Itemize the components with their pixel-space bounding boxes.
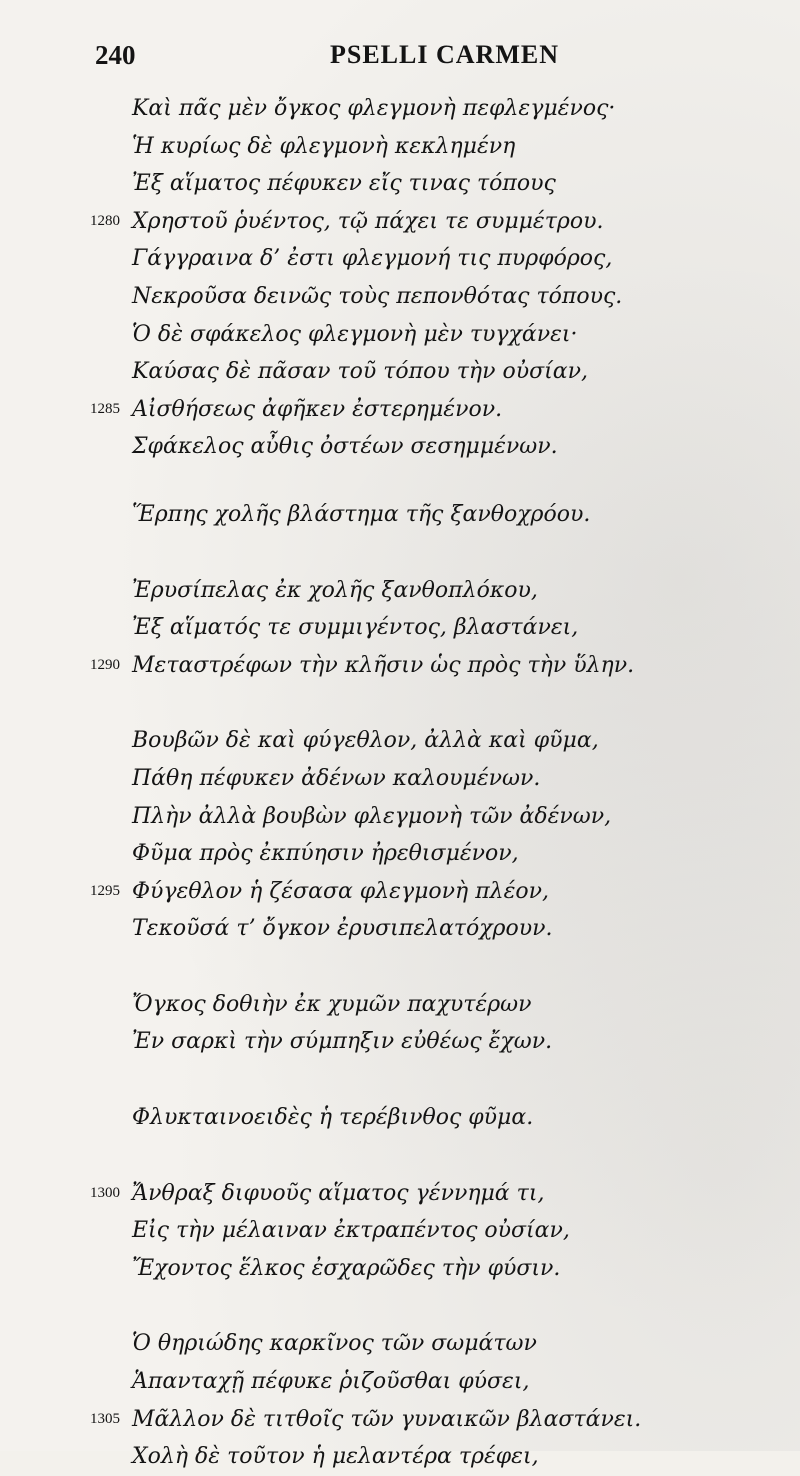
verse-text: Ἕρπης χολῆς βλάστημα τῆς ξανθοχρόου. [132, 501, 591, 527]
stanza [90, 722, 770, 948]
verse-text: Βουβῶν δὲ καὶ φύγεθλον, ἀλλὰ καὶ φῦμα, [132, 728, 599, 754]
verse-line [90, 572, 770, 610]
verse-line [90, 1250, 770, 1288]
verse-line [90, 798, 770, 836]
verse-line [90, 647, 770, 685]
stanza [90, 1325, 770, 1475]
verse-line [90, 203, 770, 241]
verse-text: Μεταστρέφων τὴν κλῆσιν ὡς πρὸς τὴν ὕλην. [132, 652, 635, 678]
verse-line [90, 316, 770, 354]
verse-line [90, 609, 770, 647]
stanza [90, 90, 770, 466]
verse-line [90, 722, 770, 760]
stanza [90, 986, 770, 1061]
verse-line [90, 910, 770, 948]
stanza [90, 572, 770, 685]
stanza-gap [90, 1137, 770, 1175]
page-header [95, 40, 735, 80]
verse-text: Πλὴν ἀλλὰ βουβὼν φλεγμονὴ τῶν ἀδένων, [132, 803, 612, 829]
verse-text: Ἐξ αἵματός τε συμμιγέντος, βλαστάνει, [132, 615, 579, 641]
verse-text: Χολὴ δὲ τοῦτον ἡ μελαντέρα τρέφει, [132, 1444, 539, 1470]
verse-text: Χρηστοῦ ῥυέντος, τῷ πάχει τε συμμέτρου. [132, 208, 604, 234]
verse-text: Ἡ κυρίως δὲ φλεγμονὴ κεκλημένη [132, 133, 516, 159]
line-number: 1300 [90, 1184, 120, 1201]
verse-line [90, 986, 770, 1024]
verse-text: Ἐξ αἵματος πέφυκεν εἴς τινας τόπους [132, 171, 556, 197]
stanza-gap [90, 534, 770, 572]
verse-text: Καύσας δὲ πᾶσαν τοῦ τόπου τὴν οὐσίαν, [132, 359, 588, 385]
verse-line [90, 1401, 770, 1439]
verse-text: Πάθη πέφυκεν ἀδένων καλουμένων. [132, 765, 541, 791]
verse-line [90, 496, 770, 534]
line-number: 1280 [90, 212, 120, 229]
stanza [90, 1099, 770, 1137]
stanza-gap [90, 684, 770, 722]
verse-line [90, 428, 770, 466]
verse-text: Καὶ πᾶς μὲν ὄγκος φλεγμονὴ πεφλεγμένος· [132, 96, 616, 121]
verse-text: Γάγγραινα δ’ ἐστι φλεγμονή τις πυρφόρος, [132, 246, 613, 272]
verse-text: Φλυκταινοειδὲς ἡ τερέβινθος φῦμα. [132, 1105, 534, 1131]
running-head: PSELLI CARMEN [330, 40, 559, 69]
stanza [90, 496, 770, 534]
verse-line [90, 1325, 770, 1363]
verse-text: Ὁ θηριώδης καρκῖνος τῶν σωμάτων [132, 1331, 537, 1357]
stanza-gap [90, 948, 770, 986]
verse-line [90, 278, 770, 316]
line-number: 1305 [90, 1410, 120, 1427]
stanza [90, 1175, 770, 1288]
stanza-gap [90, 1061, 770, 1099]
verse-text: Ἁπανταχῇ πέφυκε ῥιζοῦσθαι φύσει, [132, 1369, 530, 1395]
verse-line [90, 835, 770, 873]
verse-line [90, 1212, 770, 1250]
verse-text: Ἄνθραξ διφυοῦς αἵματος γέννημά τι, [132, 1180, 545, 1206]
verse-text: Τεκοῦσά τ’ ὄγκον ἐρυσιπελατόχρουν. [132, 916, 553, 942]
page-number: 240 [95, 40, 136, 70]
poem-text [90, 90, 770, 1476]
verse-text: Αἰσθήσεως ἀφῆκεν ἐστερημένον. [132, 396, 503, 422]
verse-line [90, 1175, 770, 1213]
verse-line [90, 90, 770, 128]
verse-text: Νεκροῦσα δεινῶς τοὺς πεπονθότας τόπους. [132, 283, 623, 309]
verse-text: Ὁ δὲ σφάκελος φλεγμονὴ μὲν τυγχάνει· [132, 321, 578, 347]
verse-line [90, 165, 770, 203]
verse-line [90, 353, 770, 391]
verse-text: Φῦμα πρὸς ἐκπύησιν ἠρεθισμένον, [132, 841, 519, 867]
line-number: 1290 [90, 656, 120, 673]
line-number: 1295 [90, 882, 120, 899]
stanza-gap [90, 466, 770, 496]
verse-line [90, 240, 770, 278]
verse-line [90, 391, 770, 429]
verse-text: Ὄγκος δοθιὴν ἐκ χυμῶν παχυτέρων [132, 991, 532, 1017]
verse-line [90, 760, 770, 798]
verse-text: Εἰς τὴν μέλαιναν ἐκτραπέντος οὐσίαν, [132, 1218, 570, 1244]
verse-line [90, 873, 770, 911]
verse-line [90, 1023, 770, 1061]
verse-line [90, 1099, 770, 1137]
verse-line [90, 128, 770, 166]
stanza-gap [90, 1287, 770, 1325]
verse-text: Σφάκελος αὖθις ὀστέων σεσημμένων. [132, 434, 558, 460]
verse-text: Ἔχοντος ἕλκος ἐσχαρῶδες τὴν φύσιν. [132, 1255, 561, 1281]
verse-text: Φύγεθλον ἡ ζέσασα φλεγμονὴ πλέον, [132, 878, 550, 904]
verse-text: Ἐρυσίπελας ἐκ χολῆς ξανθοπλόκου, [132, 577, 538, 603]
verse-text: Ἐν σαρκὶ τὴν σύμπηξιν εὐθέως ἔχων. [132, 1029, 553, 1055]
verse-text: Μᾶλλον δὲ τιτθοῖς τῶν γυναικῶν βλαστάνει. [132, 1406, 642, 1432]
line-number: 1285 [90, 400, 120, 417]
verse-line [90, 1363, 770, 1401]
verse-line [90, 1438, 770, 1476]
